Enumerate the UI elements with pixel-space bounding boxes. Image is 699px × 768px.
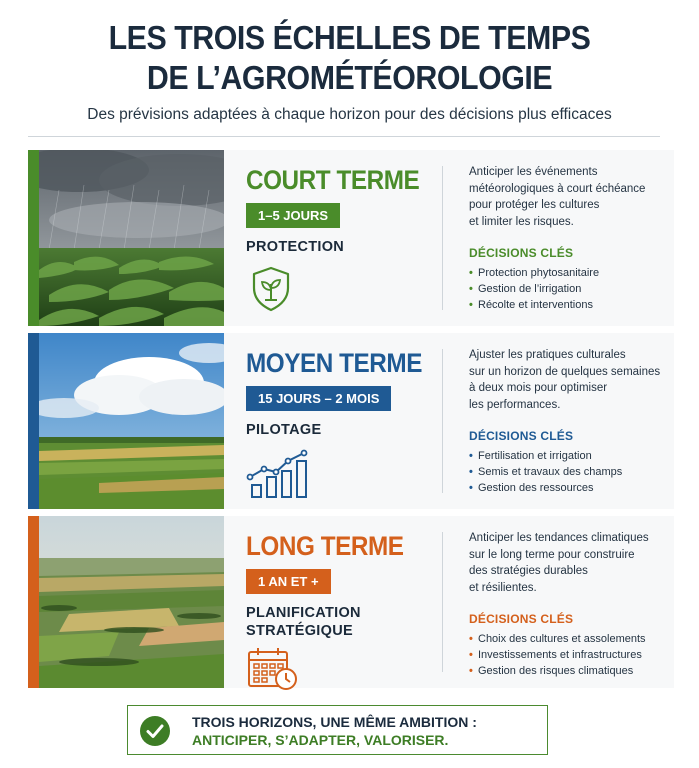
section-details <box>469 164 669 313</box>
role-line-2: STRATÉGIQUE <box>246 623 353 639</box>
page-subtitle: Des prévisions adaptées à chaque horizon pour des décisions plus efficaces <box>87 106 612 123</box>
term-title: COURT TERME <box>246 165 420 195</box>
section-summary <box>246 347 446 499</box>
section-description: Ajuster les pratiques culturales sur un horizon de quelques semaines à deux mois pour optimiser les performances. <box>469 349 661 411</box>
list-item: • Investissements et infrastructures <box>469 649 642 661</box>
decisions-list <box>469 448 669 496</box>
conclusion-line-1: TROIS HORIZONS, UNE MÊME AMBITION : <box>192 714 477 730</box>
list-item: • Protection phytosanitaire <box>469 267 600 279</box>
list-item: • Gestion des risques climatiques <box>469 665 634 677</box>
role-label <box>246 421 446 439</box>
list-item: • Choix des cultures et assolements <box>469 633 646 645</box>
title-line-1: LES TROIS ÉCHELLES DE TEMPS <box>108 19 591 56</box>
duration-badge: 1–5 JOURS <box>246 203 340 228</box>
section-summary <box>246 164 446 314</box>
decisions-list <box>469 631 669 679</box>
landscape-aerial-photo <box>39 516 224 688</box>
cloudy-field-photo <box>39 333 224 509</box>
role-line-1: PILOTAGE <box>246 422 322 438</box>
check-circle-icon <box>140 716 170 746</box>
page-title <box>28 18 671 98</box>
role-label <box>246 238 446 256</box>
role-line-1: PROTECTION <box>246 239 345 255</box>
shield-plant-icon <box>246 264 296 314</box>
conclusion-line-2: ANTICIPER, S’ADAPTER, VALORISER. <box>192 732 449 748</box>
list-item: • Récolte et interventions <box>469 299 593 311</box>
section-color-bar <box>28 516 39 688</box>
storm-field-photo <box>39 150 224 326</box>
section-details <box>469 530 669 679</box>
section-description: Anticiper les événements météorologiques à court échéance pour protéger les cultures et limiter les risques. <box>469 166 646 228</box>
duration-badge: 1 AN ET + <box>246 569 331 594</box>
section-divider <box>442 349 443 493</box>
section-court-terme <box>28 150 674 326</box>
list-item: • Gestion de l’irrigation <box>469 283 582 295</box>
term-title: MOYEN TERME <box>246 348 422 378</box>
duration-badge: 15 JOURS – 2 MOIS <box>246 386 391 411</box>
decisions-title: DÉCISIONS CLÉS <box>469 612 574 626</box>
decisions-list <box>469 265 669 313</box>
list-item: • Fertilisation et irrigation <box>469 450 592 462</box>
header-divider <box>28 136 660 137</box>
conclusion-box <box>127 705 548 755</box>
section-details <box>469 347 669 496</box>
calendar-clock-icon <box>246 646 300 692</box>
list-item: • Semis et travaux des champs <box>469 466 623 478</box>
section-long-terme <box>28 516 674 688</box>
decisions-title: DÉCISIONS CLÉS <box>469 246 574 260</box>
title-line-2: DE L’AGROMÉTÉOROLOGIE <box>146 59 553 96</box>
section-moyen-terme <box>28 333 674 509</box>
list-item: • Gestion des ressources <box>469 482 594 494</box>
decisions-title: DÉCISIONS CLÉS <box>469 429 574 443</box>
section-divider <box>442 166 443 310</box>
section-color-bar <box>28 333 39 509</box>
section-color-bar <box>28 150 39 326</box>
term-title: LONG TERME <box>246 531 404 561</box>
growth-chart-icon <box>246 447 316 499</box>
role-label <box>246 604 446 640</box>
section-divider <box>442 532 443 672</box>
section-summary <box>246 530 446 692</box>
section-description: Anticiper les tendances climatiques sur le long terme pour construire des stratégies durables et résilientes. <box>469 532 649 594</box>
role-line-1: PLANIFICATION <box>246 605 361 621</box>
